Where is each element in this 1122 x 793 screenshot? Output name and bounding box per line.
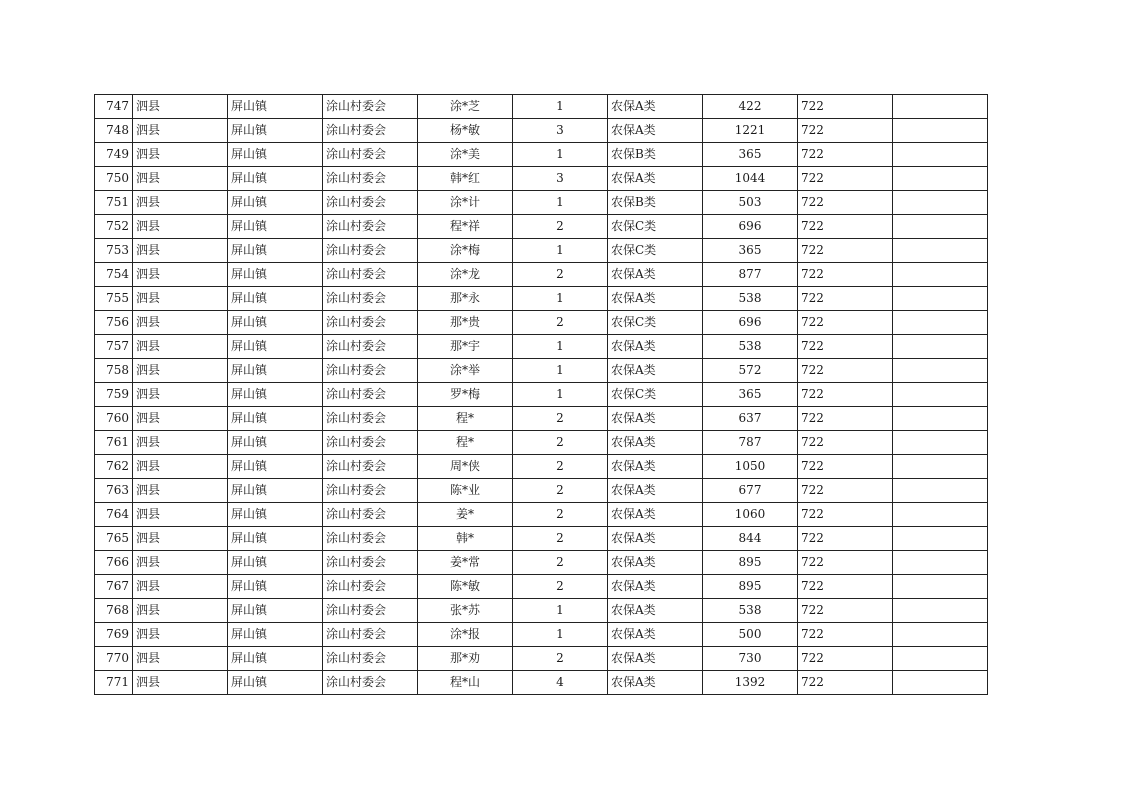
town-cell: 屏山镇	[228, 263, 323, 287]
household-size-cell: 1	[513, 95, 608, 119]
insurance-category-cell: 农保A类	[608, 575, 703, 599]
household-size-cell: 1	[513, 191, 608, 215]
name-cell: 韩*	[418, 527, 513, 551]
household-size-cell: 2	[513, 431, 608, 455]
town-cell: 屏山镇	[228, 455, 323, 479]
name-cell: 张*苏	[418, 599, 513, 623]
code-cell: 722	[798, 527, 893, 551]
town-cell: 屏山镇	[228, 311, 323, 335]
remarks-cell	[893, 287, 988, 311]
household-size-cell: 1	[513, 383, 608, 407]
town-cell: 屏山镇	[228, 431, 323, 455]
table-row	[95, 143, 988, 167]
insurance-category-cell: 农保A类	[608, 407, 703, 431]
code-cell: 722	[798, 671, 893, 695]
insurance-category-cell: 农保A类	[608, 167, 703, 191]
table-row	[95, 167, 988, 191]
town-cell: 屏山镇	[228, 551, 323, 575]
name-cell: 涂*龙	[418, 263, 513, 287]
row-number-cell: 751	[95, 191, 133, 215]
row-number-cell: 748	[95, 119, 133, 143]
town-cell: 屏山镇	[228, 671, 323, 695]
household-size-cell: 2	[513, 647, 608, 671]
code-cell: 722	[798, 263, 893, 287]
insurance-category-cell: 农保C类	[608, 239, 703, 263]
town-cell: 屏山镇	[228, 191, 323, 215]
code-cell: 722	[798, 167, 893, 191]
household-size-cell: 3	[513, 167, 608, 191]
household-size-cell: 2	[513, 215, 608, 239]
insurance-category-cell: 农保A类	[608, 599, 703, 623]
insurance-category-cell: 农保A类	[608, 455, 703, 479]
village-committee-cell: 涂山村委会	[323, 311, 418, 335]
town-cell: 屏山镇	[228, 623, 323, 647]
remarks-cell	[893, 527, 988, 551]
name-cell: 程*山	[418, 671, 513, 695]
table-row	[95, 503, 988, 527]
name-cell: 程*	[418, 431, 513, 455]
table-row	[95, 623, 988, 647]
code-cell: 722	[798, 455, 893, 479]
amount-cell: 503	[703, 191, 798, 215]
row-number-cell: 759	[95, 383, 133, 407]
table-row	[95, 479, 988, 503]
village-committee-cell: 涂山村委会	[323, 359, 418, 383]
county-cell: 泗县	[133, 383, 228, 407]
insurance-category-cell: 农保A类	[608, 263, 703, 287]
table-row	[95, 431, 988, 455]
village-committee-cell: 涂山村委会	[323, 407, 418, 431]
town-cell: 屏山镇	[228, 119, 323, 143]
amount-cell: 877	[703, 263, 798, 287]
village-committee-cell: 涂山村委会	[323, 215, 418, 239]
county-cell: 泗县	[133, 647, 228, 671]
amount-cell: 538	[703, 287, 798, 311]
row-number-cell: 763	[95, 479, 133, 503]
amount-cell: 1044	[703, 167, 798, 191]
remarks-cell	[893, 455, 988, 479]
amount-cell: 844	[703, 527, 798, 551]
household-size-cell: 2	[513, 263, 608, 287]
village-committee-cell: 涂山村委会	[323, 263, 418, 287]
insurance-category-cell: 农保A类	[608, 671, 703, 695]
village-committee-cell: 涂山村委会	[323, 431, 418, 455]
county-cell: 泗县	[133, 359, 228, 383]
town-cell: 屏山镇	[228, 503, 323, 527]
amount-cell: 538	[703, 599, 798, 623]
village-committee-cell: 涂山村委会	[323, 191, 418, 215]
insurance-category-cell: 农保A类	[608, 359, 703, 383]
data-table	[94, 94, 988, 695]
code-cell: 722	[798, 599, 893, 623]
household-size-cell: 1	[513, 599, 608, 623]
amount-cell: 1050	[703, 455, 798, 479]
row-number-cell: 758	[95, 359, 133, 383]
insurance-category-cell: 农保C类	[608, 383, 703, 407]
row-number-cell: 765	[95, 527, 133, 551]
row-number-cell: 747	[95, 95, 133, 119]
code-cell: 722	[798, 95, 893, 119]
row-number-cell: 752	[95, 215, 133, 239]
county-cell: 泗县	[133, 119, 228, 143]
remarks-cell	[893, 599, 988, 623]
table-row	[95, 119, 988, 143]
village-committee-cell: 涂山村委会	[323, 335, 418, 359]
table-row	[95, 527, 988, 551]
remarks-cell	[893, 431, 988, 455]
name-cell: 涂*计	[418, 191, 513, 215]
remarks-cell	[893, 623, 988, 647]
village-committee-cell: 涂山村委会	[323, 479, 418, 503]
table-row	[95, 575, 988, 599]
remarks-cell	[893, 671, 988, 695]
row-number-cell: 764	[95, 503, 133, 527]
remarks-cell	[893, 479, 988, 503]
name-cell: 韩*红	[418, 167, 513, 191]
amount-cell: 422	[703, 95, 798, 119]
county-cell: 泗县	[133, 407, 228, 431]
town-cell: 屏山镇	[228, 143, 323, 167]
household-size-cell: 1	[513, 239, 608, 263]
code-cell: 722	[798, 239, 893, 263]
county-cell: 泗县	[133, 671, 228, 695]
county-cell: 泗县	[133, 167, 228, 191]
insurance-category-cell: 农保A类	[608, 503, 703, 527]
name-cell: 那*宇	[418, 335, 513, 359]
row-number-cell: 761	[95, 431, 133, 455]
name-cell: 涂*举	[418, 359, 513, 383]
name-cell: 涂*梅	[418, 239, 513, 263]
code-cell: 722	[798, 479, 893, 503]
name-cell: 陈*敏	[418, 575, 513, 599]
county-cell: 泗县	[133, 479, 228, 503]
amount-cell: 572	[703, 359, 798, 383]
household-size-cell: 1	[513, 143, 608, 167]
town-cell: 屏山镇	[228, 359, 323, 383]
county-cell: 泗县	[133, 503, 228, 527]
county-cell: 泗县	[133, 431, 228, 455]
row-number-cell: 770	[95, 647, 133, 671]
village-committee-cell: 涂山村委会	[323, 287, 418, 311]
village-committee-cell: 涂山村委会	[323, 503, 418, 527]
code-cell: 722	[798, 191, 893, 215]
county-cell: 泗县	[133, 575, 228, 599]
table-row	[95, 359, 988, 383]
town-cell: 屏山镇	[228, 95, 323, 119]
remarks-cell	[893, 119, 988, 143]
row-number-cell: 769	[95, 623, 133, 647]
table-row	[95, 551, 988, 575]
remarks-cell	[893, 167, 988, 191]
table-row	[95, 383, 988, 407]
town-cell: 屏山镇	[228, 575, 323, 599]
table-row	[95, 647, 988, 671]
code-cell: 722	[798, 119, 893, 143]
household-size-cell: 2	[513, 479, 608, 503]
amount-cell: 500	[703, 623, 798, 647]
row-number-cell: 767	[95, 575, 133, 599]
county-cell: 泗县	[133, 623, 228, 647]
table-row	[95, 311, 988, 335]
name-cell: 罗*梅	[418, 383, 513, 407]
table-row	[95, 191, 988, 215]
amount-cell: 696	[703, 311, 798, 335]
household-size-cell: 2	[513, 455, 608, 479]
name-cell: 涂*芝	[418, 95, 513, 119]
name-cell: 姜*常	[418, 551, 513, 575]
row-number-cell: 771	[95, 671, 133, 695]
household-size-cell: 2	[513, 503, 608, 527]
town-cell: 屏山镇	[228, 215, 323, 239]
name-cell: 涂*美	[418, 143, 513, 167]
household-size-cell: 3	[513, 119, 608, 143]
insurance-category-cell: 农保A类	[608, 527, 703, 551]
insurance-category-cell: 农保A类	[608, 623, 703, 647]
county-cell: 泗县	[133, 455, 228, 479]
remarks-cell	[893, 95, 988, 119]
code-cell: 722	[798, 647, 893, 671]
name-cell: 陈*业	[418, 479, 513, 503]
amount-cell: 365	[703, 239, 798, 263]
remarks-cell	[893, 383, 988, 407]
insurance-category-cell: 农保A类	[608, 287, 703, 311]
code-cell: 722	[798, 431, 893, 455]
county-cell: 泗县	[133, 95, 228, 119]
name-cell: 姜*	[418, 503, 513, 527]
remarks-cell	[893, 551, 988, 575]
village-committee-cell: 涂山村委会	[323, 95, 418, 119]
table-row	[95, 287, 988, 311]
code-cell: 722	[798, 215, 893, 239]
name-cell: 涂*报	[418, 623, 513, 647]
amount-cell: 787	[703, 431, 798, 455]
household-size-cell: 1	[513, 287, 608, 311]
town-cell: 屏山镇	[228, 407, 323, 431]
town-cell: 屏山镇	[228, 239, 323, 263]
row-number-cell: 755	[95, 287, 133, 311]
town-cell: 屏山镇	[228, 167, 323, 191]
amount-cell: 895	[703, 551, 798, 575]
name-cell: 那*贵	[418, 311, 513, 335]
county-cell: 泗县	[133, 551, 228, 575]
name-cell: 那*劝	[418, 647, 513, 671]
household-size-cell: 2	[513, 311, 608, 335]
household-size-cell: 2	[513, 407, 608, 431]
remarks-cell	[893, 407, 988, 431]
amount-cell: 1060	[703, 503, 798, 527]
code-cell: 722	[798, 311, 893, 335]
amount-cell: 895	[703, 575, 798, 599]
village-committee-cell: 涂山村委会	[323, 167, 418, 191]
household-size-cell: 4	[513, 671, 608, 695]
county-cell: 泗县	[133, 239, 228, 263]
household-size-cell: 2	[513, 551, 608, 575]
insurance-category-cell: 农保A类	[608, 551, 703, 575]
household-size-cell: 2	[513, 575, 608, 599]
insurance-category-cell: 农保A类	[608, 479, 703, 503]
table-row	[95, 239, 988, 263]
row-number-cell: 756	[95, 311, 133, 335]
insurance-category-cell: 农保B类	[608, 191, 703, 215]
table-row	[95, 263, 988, 287]
village-committee-cell: 涂山村委会	[323, 575, 418, 599]
village-committee-cell: 涂山村委会	[323, 647, 418, 671]
row-number-cell: 762	[95, 455, 133, 479]
remarks-cell	[893, 335, 988, 359]
table-row	[95, 215, 988, 239]
county-cell: 泗县	[133, 599, 228, 623]
code-cell: 722	[798, 143, 893, 167]
county-cell: 泗县	[133, 287, 228, 311]
row-number-cell: 768	[95, 599, 133, 623]
town-cell: 屏山镇	[228, 479, 323, 503]
village-committee-cell: 涂山村委会	[323, 119, 418, 143]
insurance-category-cell: 农保A类	[608, 647, 703, 671]
household-size-cell: 1	[513, 623, 608, 647]
remarks-cell	[893, 215, 988, 239]
remarks-cell	[893, 143, 988, 167]
code-cell: 722	[798, 503, 893, 527]
row-number-cell: 753	[95, 239, 133, 263]
county-cell: 泗县	[133, 215, 228, 239]
code-cell: 722	[798, 407, 893, 431]
insurance-category-cell: 农保C类	[608, 311, 703, 335]
insurance-category-cell: 农保C类	[608, 215, 703, 239]
remarks-cell	[893, 263, 988, 287]
county-cell: 泗县	[133, 335, 228, 359]
remarks-cell	[893, 311, 988, 335]
amount-cell: 696	[703, 215, 798, 239]
code-cell: 722	[798, 551, 893, 575]
village-committee-cell: 涂山村委会	[323, 527, 418, 551]
code-cell: 722	[798, 335, 893, 359]
county-cell: 泗县	[133, 311, 228, 335]
household-size-cell: 1	[513, 335, 608, 359]
row-number-cell: 757	[95, 335, 133, 359]
table-row	[95, 599, 988, 623]
village-committee-cell: 涂山村委会	[323, 239, 418, 263]
village-committee-cell: 涂山村委会	[323, 143, 418, 167]
name-cell: 程*	[418, 407, 513, 431]
town-cell: 屏山镇	[228, 287, 323, 311]
amount-cell: 365	[703, 143, 798, 167]
amount-cell: 538	[703, 335, 798, 359]
village-committee-cell: 涂山村委会	[323, 671, 418, 695]
table-row	[95, 335, 988, 359]
village-committee-cell: 涂山村委会	[323, 455, 418, 479]
insurance-category-cell: 农保A类	[608, 119, 703, 143]
table-row	[95, 455, 988, 479]
county-cell: 泗县	[133, 191, 228, 215]
row-number-cell: 749	[95, 143, 133, 167]
amount-cell: 365	[703, 383, 798, 407]
table-row	[95, 95, 988, 119]
town-cell: 屏山镇	[228, 647, 323, 671]
amount-cell: 1221	[703, 119, 798, 143]
town-cell: 屏山镇	[228, 335, 323, 359]
remarks-cell	[893, 359, 988, 383]
row-number-cell: 766	[95, 551, 133, 575]
village-committee-cell: 涂山村委会	[323, 383, 418, 407]
remarks-cell	[893, 191, 988, 215]
household-size-cell: 2	[513, 527, 608, 551]
name-cell: 程*祥	[418, 215, 513, 239]
town-cell: 屏山镇	[228, 383, 323, 407]
amount-cell: 1392	[703, 671, 798, 695]
amount-cell: 730	[703, 647, 798, 671]
name-cell: 杨*敏	[418, 119, 513, 143]
county-cell: 泗县	[133, 263, 228, 287]
village-committee-cell: 涂山村委会	[323, 599, 418, 623]
insurance-category-cell: 农保A类	[608, 95, 703, 119]
remarks-cell	[893, 503, 988, 527]
remarks-cell	[893, 239, 988, 263]
name-cell: 周*侠	[418, 455, 513, 479]
code-cell: 722	[798, 359, 893, 383]
code-cell: 722	[798, 575, 893, 599]
name-cell: 那*永	[418, 287, 513, 311]
row-number-cell: 750	[95, 167, 133, 191]
town-cell: 屏山镇	[228, 599, 323, 623]
village-committee-cell: 涂山村委会	[323, 623, 418, 647]
code-cell: 722	[798, 287, 893, 311]
insurance-category-cell: 农保B类	[608, 143, 703, 167]
row-number-cell: 760	[95, 407, 133, 431]
insurance-category-cell: 农保A类	[608, 335, 703, 359]
amount-cell: 637	[703, 407, 798, 431]
code-cell: 722	[798, 623, 893, 647]
household-size-cell: 1	[513, 359, 608, 383]
village-committee-cell: 涂山村委会	[323, 551, 418, 575]
county-cell: 泗县	[133, 527, 228, 551]
remarks-cell	[893, 575, 988, 599]
town-cell: 屏山镇	[228, 527, 323, 551]
table-body	[95, 95, 988, 695]
amount-cell: 677	[703, 479, 798, 503]
code-cell: 722	[798, 383, 893, 407]
table-row	[95, 407, 988, 431]
table-row	[95, 671, 988, 695]
row-number-cell: 754	[95, 263, 133, 287]
insurance-category-cell: 农保A类	[608, 431, 703, 455]
county-cell: 泗县	[133, 143, 228, 167]
remarks-cell	[893, 647, 988, 671]
